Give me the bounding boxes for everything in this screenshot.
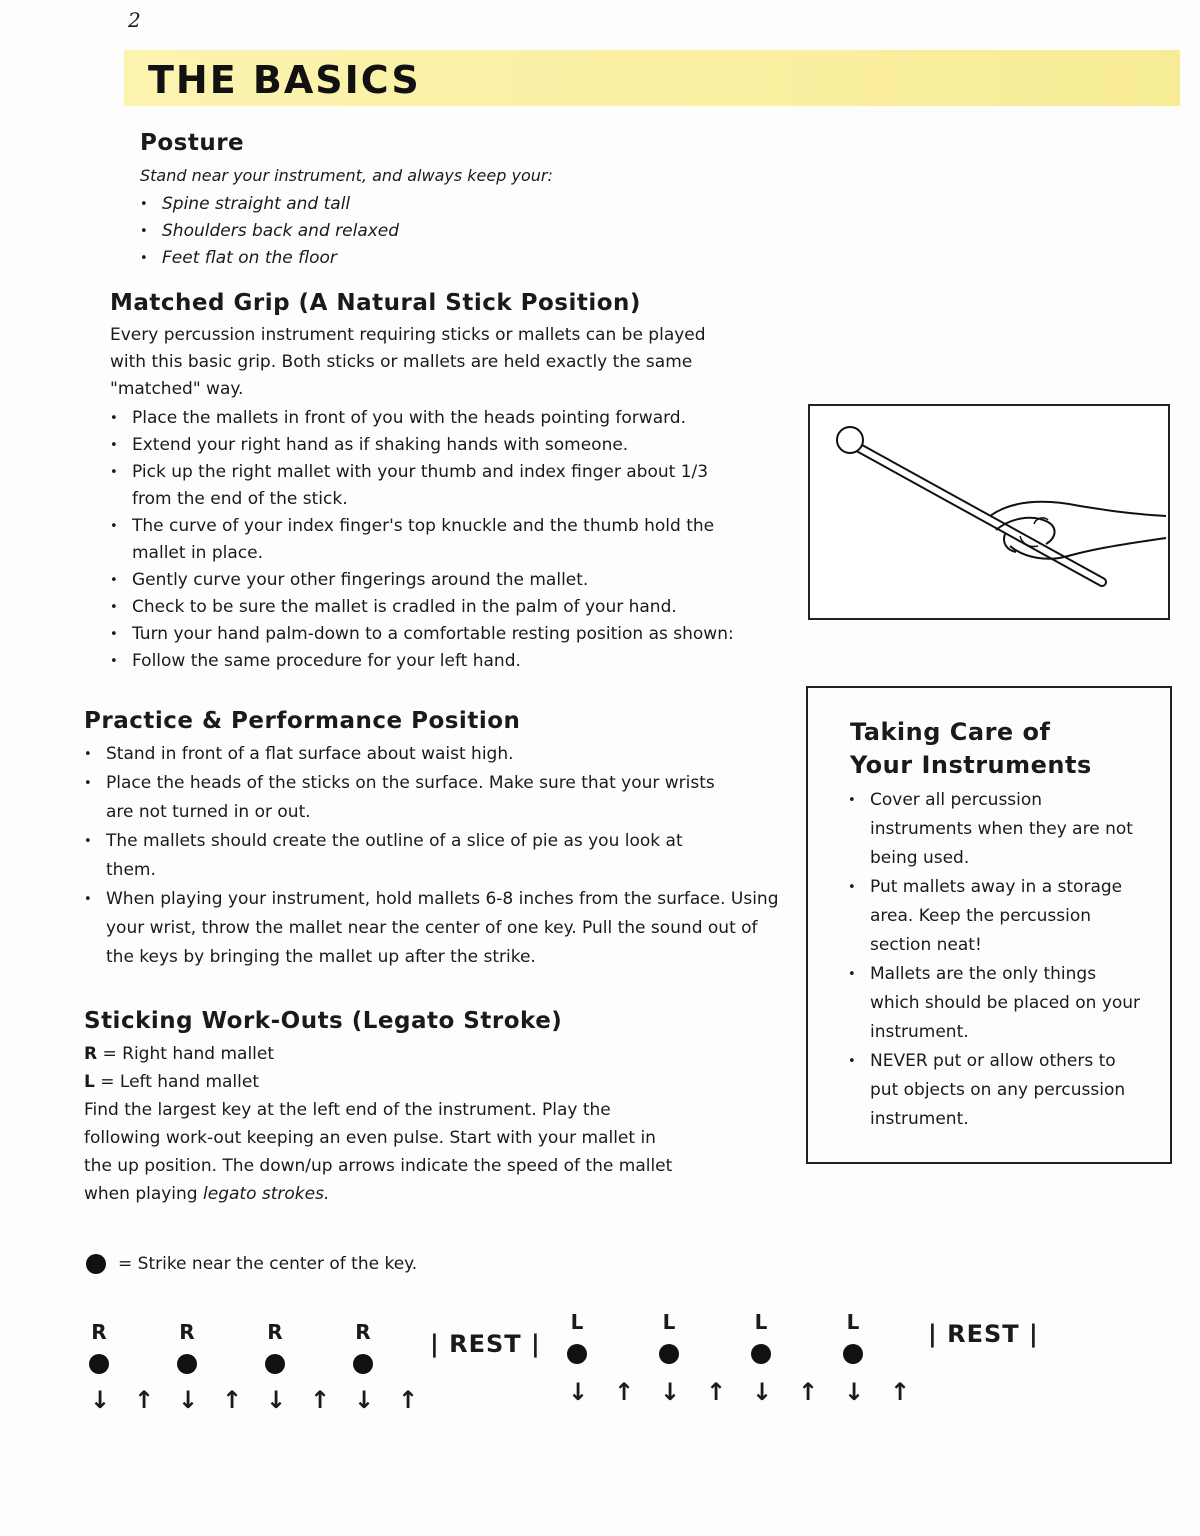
strike-dot-icon — [89, 1354, 109, 1374]
note-right-1 — [84, 1320, 114, 1374]
practice-heading: Practice & Performance Position — [84, 708, 521, 734]
strike-dot-icon — [353, 1354, 373, 1374]
title-banner — [124, 50, 1180, 106]
list-item: • Pick up the right mallet with your thumb and index finger about 1/3 from the end of the stick. — [110, 459, 712, 513]
strike-dot-icon — [265, 1354, 285, 1374]
up-arrow-icon: ↑ — [222, 1386, 243, 1414]
list-item: • Shoulders back and relaxed — [140, 218, 740, 245]
note-letter: R — [179, 1320, 195, 1344]
down-arrow-icon: ↓ — [90, 1386, 111, 1414]
up-arrow-icon: ↑ — [890, 1378, 911, 1406]
care-heading-line-1: Taking Care of — [850, 718, 1051, 746]
list-item: • Spine straight and tall — [140, 191, 740, 218]
legato-term: legato strokes. — [203, 1184, 330, 1204]
list-item: • Gently curve your other fingerings around the mallet. — [110, 567, 770, 594]
list-item: • Turn your hand palm-down to a comfortable resting position as shown: — [110, 621, 770, 648]
note-right-4 — [348, 1320, 378, 1374]
care-heading-line-2: Your Instruments — [850, 751, 1092, 779]
list-item: • The mallets should create the outline of a slice of pie as you look at them. — [84, 827, 726, 885]
right-hand-legend — [84, 1040, 684, 1068]
practice-section — [84, 708, 779, 972]
hand-holding-mallet-icon — [810, 406, 1168, 618]
sticking-body — [84, 1096, 684, 1208]
page-title: THE BASICS — [148, 58, 421, 102]
down-arrow-icon: ↓ — [354, 1386, 375, 1414]
note-left-4 — [838, 1310, 868, 1364]
sticking-body-text: Find the largest key at the left end of the instrument. Play the following work-out keeping an even pulse. Start with your mallet in the up position. The down/up arrows indicate the speed of the mallet when playing — [84, 1100, 673, 1204]
left-desc: = Left hand mallet — [100, 1072, 259, 1092]
note-letter: R — [267, 1320, 283, 1344]
dot-legend — [86, 1254, 417, 1274]
down-arrow-icon: ↓ — [844, 1378, 865, 1406]
posture-list — [140, 191, 740, 272]
dot-legend-text: = Strike near the center of the key. — [118, 1254, 418, 1274]
care-list — [848, 786, 1148, 1134]
left-key: L — [84, 1072, 95, 1092]
note-letter: L — [846, 1310, 860, 1334]
list-item: • When playing your instrument, hold mallets 6-8 inches from the surface. Using your wrist, throw the mallet near the center of one key. Pull the sound out of the keys by bringing the mallet up after the strike. — [84, 885, 786, 972]
posture-section — [140, 130, 740, 272]
posture-intro: Stand near your instrument, and always keep your: — [140, 166, 553, 185]
care-never-note: • NEVER put or allow others to put objects on any percussion instrument. — [848, 1047, 1148, 1134]
strike-dot-icon — [751, 1344, 771, 1364]
up-arrow-icon: ↑ — [310, 1386, 331, 1414]
list-item: • Extend your right hand as if shaking hands with someone. — [110, 432, 770, 459]
grip-intro: Every percussion instrument requiring sticks or mallets can be played with this basic grip. Both sticks or mallets are held exactly the same "matched" way. — [110, 325, 706, 399]
down-arrow-icon: ↓ — [660, 1378, 681, 1406]
up-arrow-icon: ↑ — [798, 1378, 819, 1406]
note-letter: L — [570, 1310, 584, 1334]
up-arrow-icon: ↑ — [706, 1378, 727, 1406]
list-item: • Feet flat on the floor — [140, 245, 740, 272]
note-left-3 — [746, 1310, 776, 1364]
sticking-heading: Sticking Work-Outs (Legato Stroke) — [84, 1008, 563, 1034]
sticking-section — [84, 1008, 684, 1208]
note-right-3 — [260, 1320, 290, 1374]
list-item: • The curve of your index finger's top knuckle and the thumb hold the mallet in place. — [110, 513, 732, 567]
up-arrow-icon: ↑ — [614, 1378, 635, 1406]
note-letter: L — [662, 1310, 676, 1334]
list-item: • Place the mallets in front of you with the heads pointing forward. — [110, 405, 770, 432]
list-item: • Put mallets away in a storage area. Keep the percussion section neat! — [848, 873, 1148, 960]
note-letter: L — [754, 1310, 768, 1334]
list-item: • Follow the same procedure for your left hand. — [110, 648, 770, 675]
grip-list — [110, 405, 770, 675]
rest-marker: | REST | — [430, 1330, 541, 1358]
list-item: • Cover all percussion instruments when they are not being used. — [848, 786, 1148, 873]
practice-list — [84, 740, 779, 972]
strike-dot-icon — [659, 1344, 679, 1364]
strike-dot-icon — [567, 1344, 587, 1364]
note-right-2 — [172, 1320, 202, 1374]
strike-dot-icon — [86, 1254, 106, 1274]
note-letter: R — [355, 1320, 371, 1344]
strike-dot-icon — [843, 1344, 863, 1364]
note-left-1 — [562, 1310, 592, 1364]
down-arrow-icon: ↓ — [266, 1386, 287, 1414]
right-key: R — [84, 1044, 98, 1064]
grip-section — [110, 290, 770, 675]
list-item: • Mallets are the only things which should be placed on your instrument. — [848, 960, 1148, 1047]
page-number: 2 — [128, 8, 141, 32]
up-arrow-icon: ↑ — [134, 1386, 155, 1414]
list-item: • Stand in front of a flat surface about waist high. — [84, 740, 774, 769]
down-arrow-icon: ↓ — [178, 1386, 199, 1414]
down-arrow-icon: ↓ — [568, 1378, 589, 1406]
note-letter: R — [91, 1320, 107, 1344]
mallet-grip-illustration — [808, 404, 1170, 620]
right-desc: = Right hand mallet — [102, 1044, 275, 1064]
care-heading — [850, 716, 1092, 782]
up-arrow-icon: ↑ — [398, 1386, 419, 1414]
posture-heading: Posture — [140, 130, 245, 156]
note-left-2 — [654, 1310, 684, 1364]
strike-dot-icon — [177, 1354, 197, 1374]
down-arrow-icon: ↓ — [752, 1378, 773, 1406]
sticking-exercise — [80, 1310, 1080, 1430]
rest-marker: | REST | — [928, 1320, 1039, 1348]
grip-heading: Matched Grip (A Natural Stick Position) — [110, 290, 641, 316]
list-item: • Place the heads of the sticks on the surface. Make sure that your wrists are not turned in or out. — [84, 769, 726, 827]
left-hand-legend — [84, 1068, 684, 1096]
list-item: • Check to be sure the mallet is cradled in the palm of your hand. — [110, 594, 770, 621]
care-box — [806, 686, 1172, 1164]
